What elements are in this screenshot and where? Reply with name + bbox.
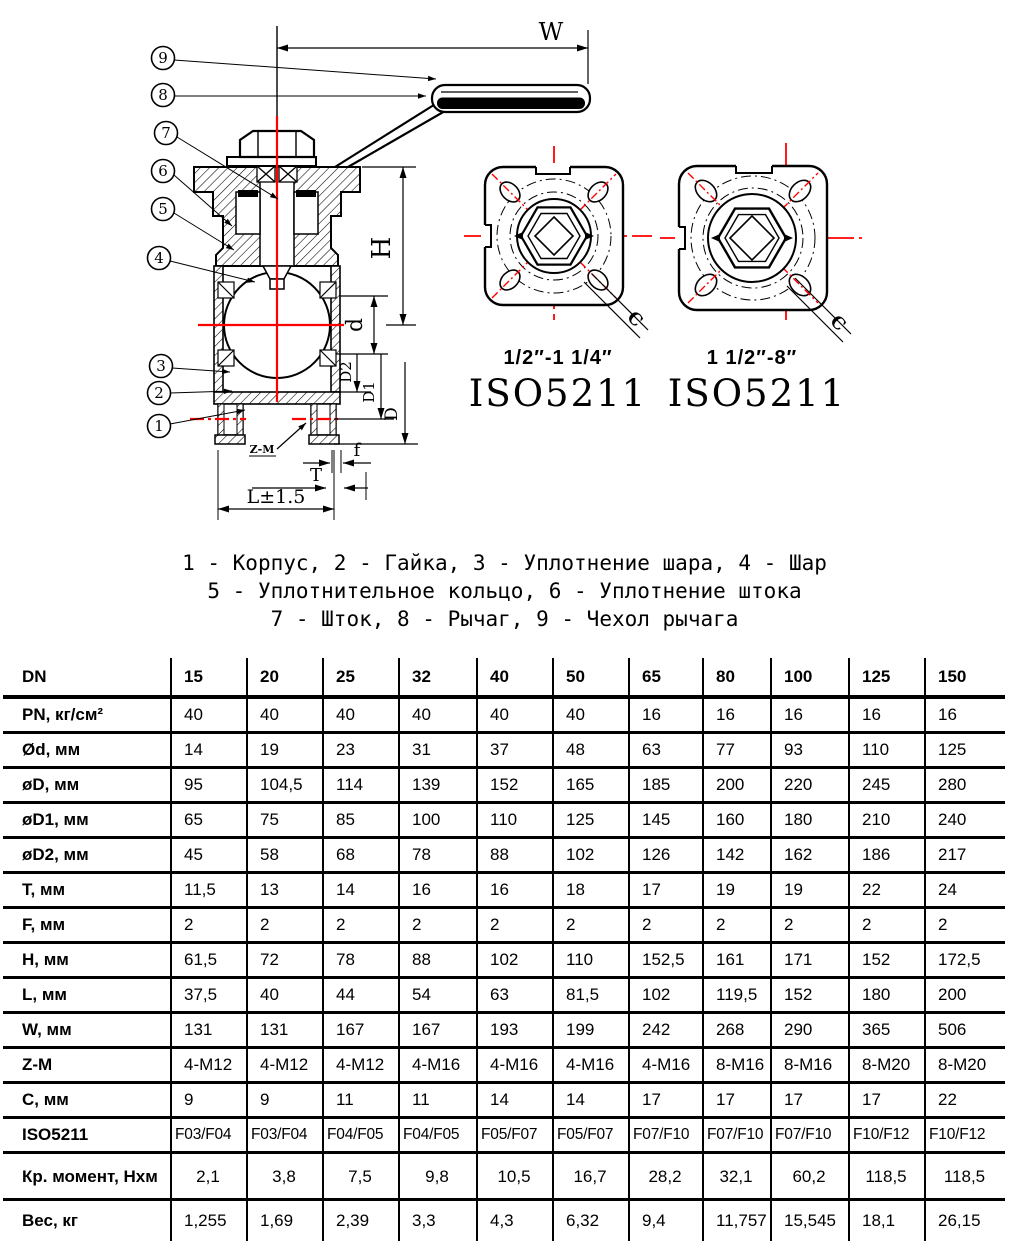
spec-cell: 8-M16 xyxy=(771,1048,849,1083)
dim-label-c: C xyxy=(622,307,647,332)
spec-cell: 19 xyxy=(703,873,771,908)
spec-table-row xyxy=(3,1153,1005,1200)
spec-cell: 2 xyxy=(925,908,1005,943)
spec-cell: 102 xyxy=(629,978,703,1013)
spec-cell: 114 xyxy=(323,768,399,803)
mounting-boss xyxy=(708,194,796,282)
spec-table-row xyxy=(3,803,1005,838)
spec-cell: 110 xyxy=(553,943,629,978)
column-header: 32 xyxy=(399,658,477,697)
row-label: F, мм xyxy=(22,915,66,934)
row-label: øD, мм xyxy=(22,775,80,794)
spec-cell: 13 xyxy=(247,873,323,908)
spec-table-row xyxy=(3,943,1005,978)
spec-cell: 242 xyxy=(629,1013,703,1048)
spec-cell: 4,3 xyxy=(477,1200,553,1242)
flange-small-size: 1/2″-1 1/4″ xyxy=(503,347,613,369)
spec-cell: 131 xyxy=(247,1013,323,1048)
spec-table-row xyxy=(3,697,1005,733)
flange-view-small xyxy=(464,146,652,338)
row-label: C, мм xyxy=(22,1090,69,1109)
spec-cell: 4-M16 xyxy=(629,1048,703,1083)
dim-label-w: W xyxy=(538,18,564,46)
spec-cell: 93 xyxy=(771,733,849,768)
spec-cell: 1,255 xyxy=(171,1200,247,1242)
spec-table-row xyxy=(3,1048,1005,1083)
dim-label-c: C xyxy=(825,311,850,336)
spec-cell: 18 xyxy=(553,873,629,908)
spec-cell: 16 xyxy=(629,697,703,733)
spec-cell: 60,2 xyxy=(771,1153,849,1200)
spec-cell: 506 xyxy=(925,1013,1005,1048)
svg-text:3: 3 xyxy=(156,357,166,375)
flange-labels xyxy=(469,347,846,415)
spec-cell: 4-M12 xyxy=(323,1048,399,1083)
spec-cell: 22 xyxy=(925,1083,1005,1118)
spec-cell: 63 xyxy=(629,733,703,768)
flange-small-standard: ISO5211 xyxy=(468,372,648,415)
spec-cell: 14 xyxy=(553,1083,629,1118)
row-label: PN, кг/см² xyxy=(22,705,104,724)
spec-cell: 100 xyxy=(399,803,477,838)
svg-text:6: 6 xyxy=(158,162,168,180)
parts-legend xyxy=(0,549,1009,633)
spec-cell: F07/F10 xyxy=(771,1118,849,1153)
spec-cell: 75 xyxy=(247,803,323,838)
spec-cell: 2 xyxy=(399,908,477,943)
row-label: Кр. момент, Нхм xyxy=(22,1166,158,1186)
dim-label-d: d xyxy=(343,317,368,333)
column-header: 65 xyxy=(629,658,703,697)
spec-cell: 217 xyxy=(925,838,1005,873)
column-header: 25 xyxy=(323,658,399,697)
spec-cell: 11,5 xyxy=(171,873,247,908)
spec-cell: 11,757 xyxy=(703,1200,771,1242)
spec-cell: 8-M20 xyxy=(849,1048,925,1083)
spec-cell: 31 xyxy=(399,733,477,768)
spec-cell: 14 xyxy=(171,733,247,768)
dim-label-h: H xyxy=(367,236,397,260)
spec-cell: 185 xyxy=(629,768,703,803)
dim-label-dd: D xyxy=(382,407,402,421)
spec-cell: 24 xyxy=(925,873,1005,908)
spec-cell: 4-M12 xyxy=(171,1048,247,1083)
stem-washer xyxy=(227,157,316,166)
svg-text:4: 4 xyxy=(154,249,164,267)
spec-cell: 40 xyxy=(247,697,323,733)
spec-cell: 8-M20 xyxy=(925,1048,1005,1083)
spec-cell: 2 xyxy=(553,908,629,943)
spec-cell: 8-M16 xyxy=(703,1048,771,1083)
spec-cell: 2 xyxy=(247,908,323,943)
dim-label-f: f xyxy=(353,440,361,461)
row-label: H, мм xyxy=(22,950,69,969)
spec-cell: 245 xyxy=(849,768,925,803)
svg-text:5: 5 xyxy=(158,200,168,218)
spec-cell: F05/F07 xyxy=(553,1118,629,1153)
spec-cell: 200 xyxy=(925,978,1005,1013)
spec-cell: 2 xyxy=(771,908,849,943)
dim-label-d1: D1 xyxy=(360,381,378,403)
spec-table-row xyxy=(3,768,1005,803)
handle-grip xyxy=(437,98,585,110)
spec-cell: 1,69 xyxy=(247,1200,323,1242)
spec-cell: 48 xyxy=(553,733,629,768)
spec-cell: 68 xyxy=(323,838,399,873)
spec-cell: F04/F05 xyxy=(399,1118,477,1153)
spec-cell: 16 xyxy=(703,697,771,733)
spec-table-row xyxy=(3,1200,1005,1242)
spec-cell: 165 xyxy=(553,768,629,803)
spec-cell: 15,545 xyxy=(771,1200,849,1242)
flange-large-size: 1 1/2″-8″ xyxy=(706,347,798,369)
spec-cell: 167 xyxy=(399,1013,477,1048)
spec-cell: 240 xyxy=(925,803,1005,838)
spec-cell: 85 xyxy=(323,803,399,838)
spec-table-row xyxy=(3,1118,1005,1153)
spec-cell: 9 xyxy=(247,1083,323,1118)
flange-large-standard: ISO5211 xyxy=(667,372,847,415)
spec-cell: 23 xyxy=(323,733,399,768)
row-label: T, мм xyxy=(22,880,66,899)
spec-cell: 95 xyxy=(171,768,247,803)
column-header: 50 xyxy=(553,658,629,697)
legend-line-3: 7 - Шток, 8 - Рычаг, 9 - Чехол рычага xyxy=(270,607,739,631)
spec-cell: 14 xyxy=(477,1083,553,1118)
dim-label-zm: Z-M xyxy=(249,443,275,456)
spec-cell: 37,5 xyxy=(171,978,247,1013)
spec-cell: 119,5 xyxy=(703,978,771,1013)
spec-cell: 4-M16 xyxy=(553,1048,629,1083)
row-label: L, мм xyxy=(22,985,67,1004)
spec-table-row xyxy=(3,978,1005,1013)
spec-cell: 110 xyxy=(477,803,553,838)
spec-cell: 2 xyxy=(629,908,703,943)
spec-cell: 78 xyxy=(323,943,399,978)
spec-cell: 186 xyxy=(849,838,925,873)
spec-cell: 19 xyxy=(247,733,323,768)
spec-cell: 180 xyxy=(849,978,925,1013)
column-header: 20 xyxy=(247,658,323,697)
spec-cell: F05/F07 xyxy=(477,1118,553,1153)
spec-cell: 152 xyxy=(771,978,849,1013)
spec-cell: 16 xyxy=(771,697,849,733)
spec-cell: 45 xyxy=(171,838,247,873)
spec-cell: 365 xyxy=(849,1013,925,1048)
spec-cell: 9,8 xyxy=(399,1153,477,1200)
handle-lever xyxy=(335,103,445,167)
row-label: Ød, мм xyxy=(22,740,81,759)
spec-cell: 14 xyxy=(323,873,399,908)
dim-label-d2: D2 xyxy=(337,361,355,383)
svg-text:2: 2 xyxy=(154,384,164,402)
spec-cell: 9,4 xyxy=(629,1200,703,1242)
spec-table-row xyxy=(3,908,1005,943)
spec-cell: 10,5 xyxy=(477,1153,553,1200)
spec-cell: 32,1 xyxy=(703,1153,771,1200)
column-header: 100 xyxy=(771,658,849,697)
spec-cell: 17 xyxy=(771,1083,849,1118)
row-label: øD1, мм xyxy=(22,810,89,829)
spec-cell: 139 xyxy=(399,768,477,803)
spec-table-row xyxy=(3,1013,1005,1048)
technical-drawing xyxy=(0,0,1009,546)
spec-cell: 131 xyxy=(171,1013,247,1048)
spec-cell: 11 xyxy=(323,1083,399,1118)
column-header-dn: DN xyxy=(22,666,47,686)
spec-cell: 63 xyxy=(477,978,553,1013)
spec-cell: 145 xyxy=(629,803,703,838)
spec-cell: 118,5 xyxy=(925,1153,1005,1200)
spec-cell: 3,8 xyxy=(247,1153,323,1200)
spec-table-row xyxy=(3,838,1005,873)
spec-table xyxy=(3,658,1005,1241)
spec-cell: 9 xyxy=(171,1083,247,1118)
spec-cell: 142 xyxy=(703,838,771,873)
spec-cell: 280 xyxy=(925,768,1005,803)
spec-cell: F03/F04 xyxy=(247,1118,323,1153)
row-label: Вес, кг xyxy=(22,1211,78,1230)
spec-cell: 2 xyxy=(703,908,771,943)
spec-cell: 4-M16 xyxy=(399,1048,477,1083)
spec-cell: 2 xyxy=(323,908,399,943)
row-label: øD2, мм xyxy=(22,845,89,864)
spec-cell: 7,5 xyxy=(323,1153,399,1200)
spec-cell: 160 xyxy=(703,803,771,838)
spec-cell: 16 xyxy=(477,873,553,908)
spec-cell: 61,5 xyxy=(171,943,247,978)
dim-label-t: T xyxy=(309,465,323,486)
spec-cell: 40 xyxy=(323,697,399,733)
spec-cell: 2 xyxy=(171,908,247,943)
spec-cell: 4-M12 xyxy=(247,1048,323,1083)
spec-cell: 102 xyxy=(553,838,629,873)
callout-8 xyxy=(152,84,427,107)
spec-cell: 44 xyxy=(323,978,399,1013)
spec-cell: 162 xyxy=(771,838,849,873)
row-label: Z-M xyxy=(22,1055,53,1074)
spec-cell: 28,2 xyxy=(629,1153,703,1200)
svg-text:8: 8 xyxy=(158,86,168,104)
spec-cell: 2 xyxy=(477,908,553,943)
spec-cell: F10/F12 xyxy=(925,1118,1005,1153)
spec-cell: 290 xyxy=(771,1013,849,1048)
spec-cell: 126 xyxy=(629,838,703,873)
row-label: ISO5211 xyxy=(22,1125,89,1144)
spec-cell: 16 xyxy=(925,697,1005,733)
spec-cell: 152,5 xyxy=(629,943,703,978)
spec-cell: 167 xyxy=(323,1013,399,1048)
spec-cell: 172,5 xyxy=(925,943,1005,978)
spec-cell: 171 xyxy=(771,943,849,978)
svg-text:7: 7 xyxy=(161,124,171,142)
spec-cell: 152 xyxy=(849,943,925,978)
spec-cell: 22 xyxy=(849,873,925,908)
spec-cell: F07/F10 xyxy=(629,1118,703,1153)
column-header: 15 xyxy=(171,658,247,697)
spec-table-row xyxy=(3,733,1005,768)
spec-cell: 102 xyxy=(477,943,553,978)
spec-cell: 40 xyxy=(553,697,629,733)
spec-cell: 17 xyxy=(703,1083,771,1118)
spec-cell: 16 xyxy=(399,873,477,908)
spec-cell: 200 xyxy=(703,768,771,803)
spec-cell: 161 xyxy=(703,943,771,978)
flange-legs xyxy=(215,404,339,444)
column-header: 150 xyxy=(925,658,1005,697)
spec-cell: 78 xyxy=(399,838,477,873)
spec-cell: 19 xyxy=(771,873,849,908)
spec-cell: 40 xyxy=(171,697,247,733)
spec-cell: F10/F12 xyxy=(849,1118,925,1153)
spec-table-row xyxy=(3,1083,1005,1118)
spec-cell: 6,32 xyxy=(553,1200,629,1242)
spec-cell: 268 xyxy=(703,1013,771,1048)
spec-cell: 16 xyxy=(849,697,925,733)
spec-table-header-row xyxy=(3,658,1005,697)
spec-cell: 110 xyxy=(849,733,925,768)
spec-cell: 104,5 xyxy=(247,768,323,803)
spec-cell: 17 xyxy=(849,1083,925,1118)
spec-cell: F07/F10 xyxy=(703,1118,771,1153)
spec-table-body xyxy=(3,697,1005,1241)
spec-cell: 40 xyxy=(247,978,323,1013)
svg-text:1: 1 xyxy=(154,417,164,435)
spec-cell: 26,15 xyxy=(925,1200,1005,1242)
spec-cell: 220 xyxy=(771,768,849,803)
column-header: 125 xyxy=(849,658,925,697)
spec-cell: 3,3 xyxy=(399,1200,477,1242)
spec-cell: 210 xyxy=(849,803,925,838)
spec-cell: 180 xyxy=(771,803,849,838)
spec-cell: 40 xyxy=(477,697,553,733)
spec-cell: 81,5 xyxy=(553,978,629,1013)
spec-cell: 72 xyxy=(247,943,323,978)
spec-cell: 54 xyxy=(399,978,477,1013)
spec-cell: 152 xyxy=(477,768,553,803)
column-header: 40 xyxy=(477,658,553,697)
column-header: 80 xyxy=(703,658,771,697)
flange-view-large xyxy=(660,143,862,342)
spec-cell: 193 xyxy=(477,1013,553,1048)
spec-cell: F04/F05 xyxy=(323,1118,399,1153)
dim-label-l: L±1.5 xyxy=(246,486,306,508)
spec-cell: 18,1 xyxy=(849,1200,925,1242)
spec-cell: 17 xyxy=(629,1083,703,1118)
callout-9 xyxy=(152,47,437,80)
spec-cell: 88 xyxy=(477,838,553,873)
spec-table-row xyxy=(3,873,1005,908)
spec-cell: 4-M16 xyxy=(477,1048,553,1083)
spec-cell: 77 xyxy=(703,733,771,768)
spec-cell: 58 xyxy=(247,838,323,873)
legend-line-2: 5 - Уплотнительное кольцо, 6 - Уплотнение штока xyxy=(207,579,802,603)
spec-cell: 118,5 xyxy=(849,1153,925,1200)
spec-cell: 40 xyxy=(399,697,477,733)
spec-cell: 37 xyxy=(477,733,553,768)
row-label: W, мм xyxy=(22,1020,72,1039)
spec-cell: 2,1 xyxy=(171,1153,247,1200)
spec-cell: 16,7 xyxy=(553,1153,629,1200)
spec-cell: 199 xyxy=(553,1013,629,1048)
spec-cell: 17 xyxy=(629,873,703,908)
spec-cell: F03/F04 xyxy=(171,1118,247,1153)
spec-cell: 88 xyxy=(399,943,477,978)
spec-cell: 2 xyxy=(849,908,925,943)
spec-cell: 125 xyxy=(925,733,1005,768)
svg-text:9: 9 xyxy=(158,49,168,67)
spec-cell: 11 xyxy=(399,1083,477,1118)
spec-cell: 125 xyxy=(553,803,629,838)
spec-cell: 2,39 xyxy=(323,1200,399,1242)
legend-line-1: 1 - Корпус, 2 - Гайка, 3 - Уплотнение шара, 4 - Шар xyxy=(182,551,827,575)
spec-cell: 65 xyxy=(171,803,247,838)
